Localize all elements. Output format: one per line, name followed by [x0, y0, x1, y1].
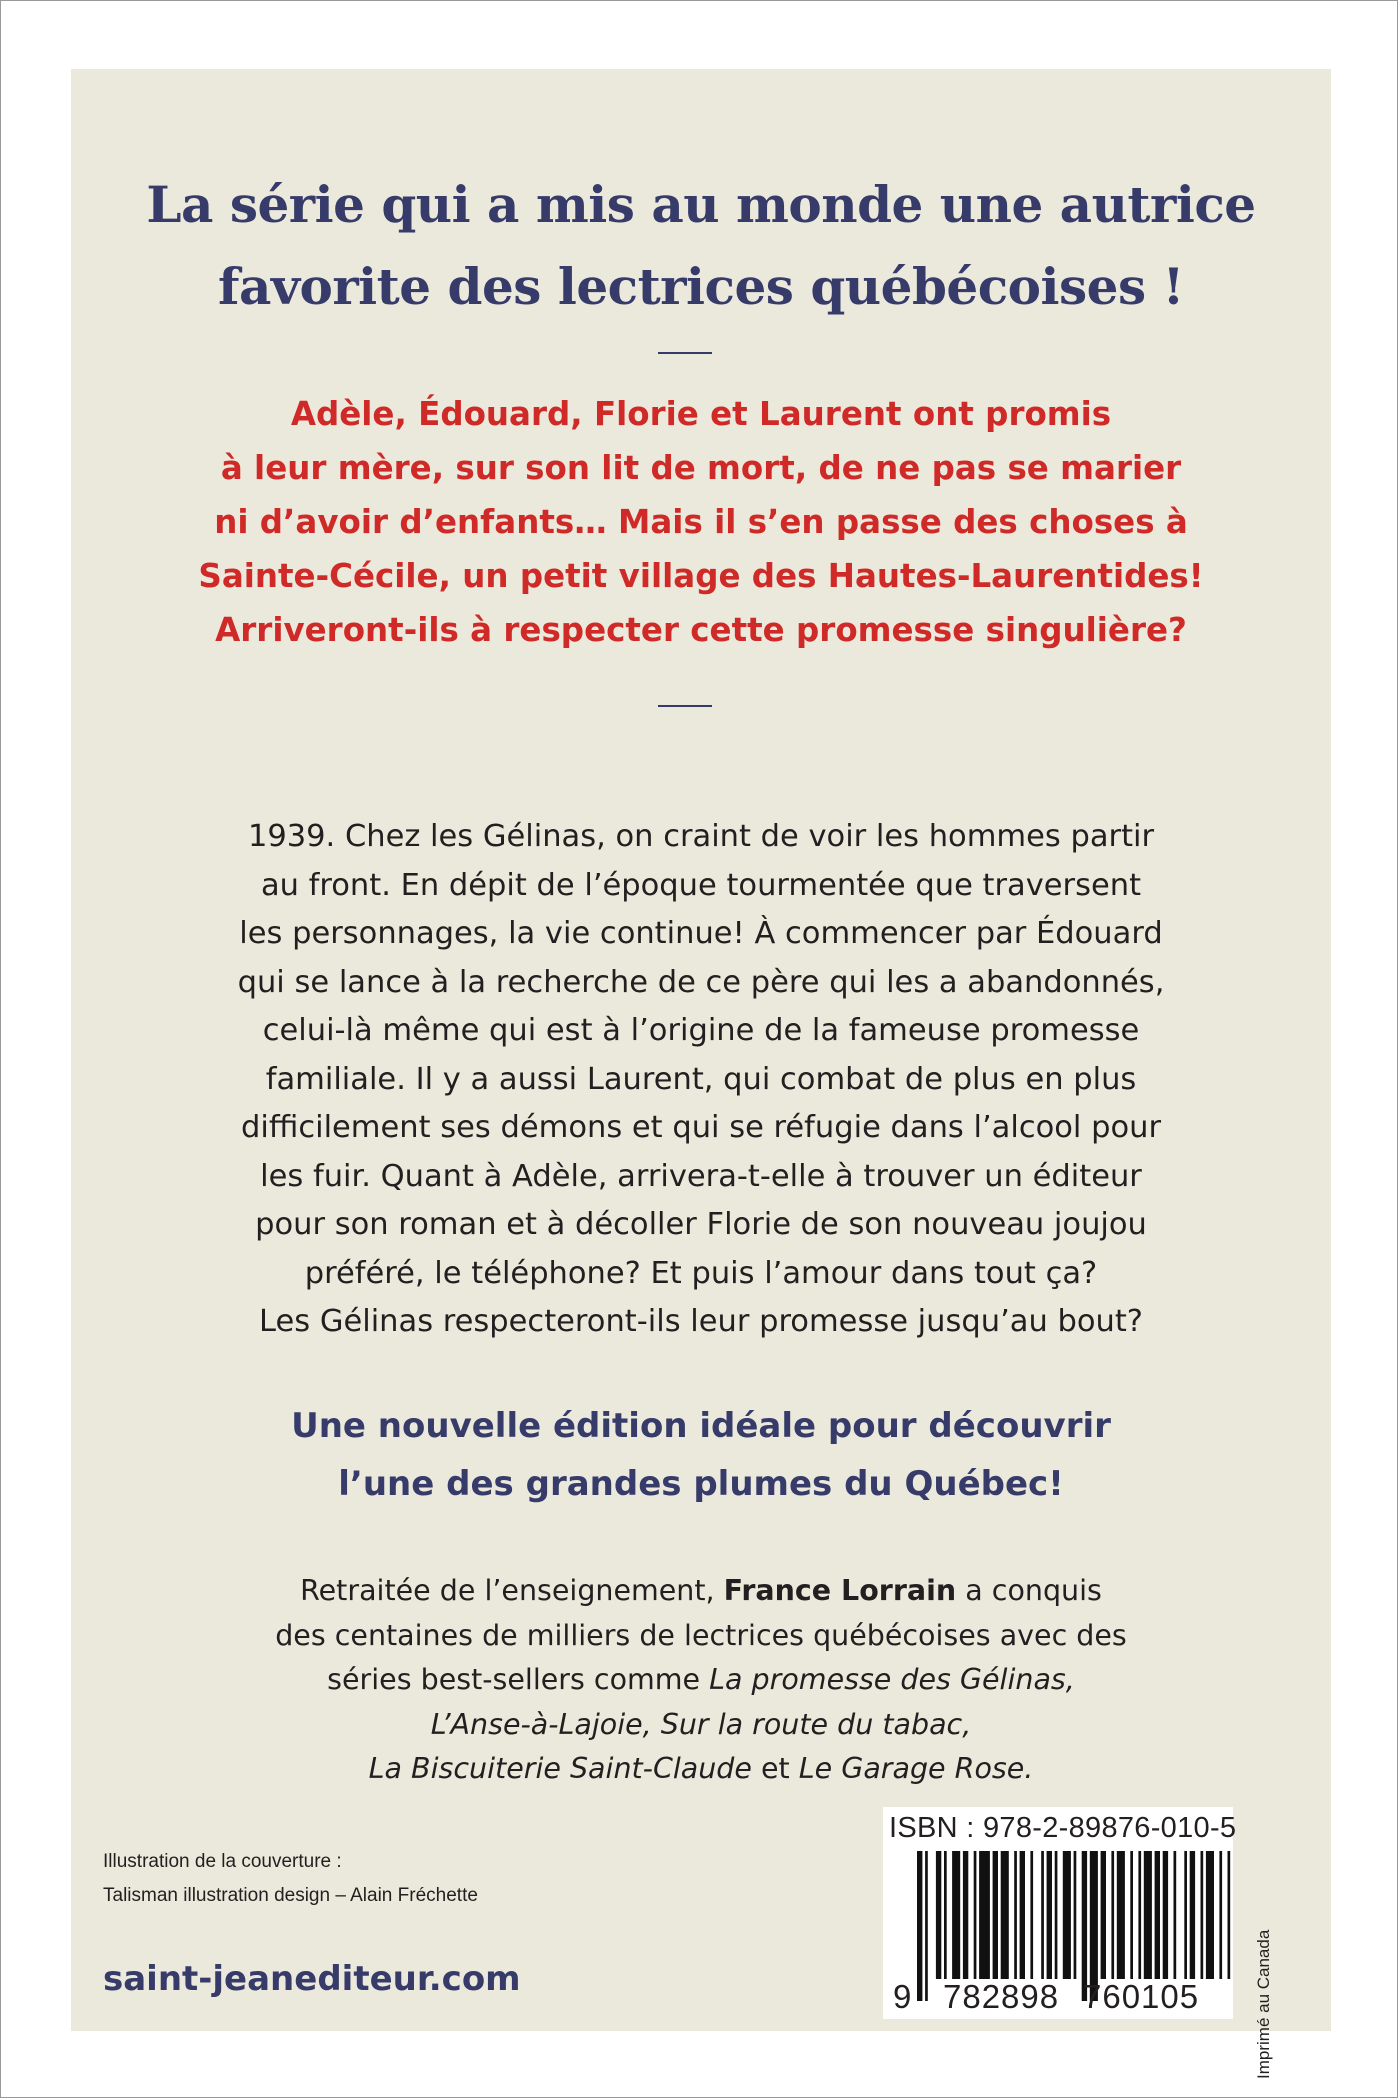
synopsis-line-7: difficilement ses démons et qui se réfugie dans l’alcool pour [241, 1110, 1161, 1145]
synopsis-paragraph [71, 813, 1331, 1347]
bio-series-intro: séries best-sellers comme [327, 1663, 710, 1696]
synopsis-line-11: Les Gélinas respecteront-ils leur promesse jusqu’au bout? [259, 1304, 1143, 1339]
cover-panel [71, 69, 1331, 2079]
synopsis-line-5: celui-là même qui est à l’origine de la fameuse promesse [262, 1013, 1140, 1048]
headline-line-1: La série qui a mis au monde une autrice [146, 175, 1256, 234]
synopsis-line-9: pour son roman et à décoller Florie de son nouveau joujou [255, 1207, 1147, 1242]
synopsis-line-4: qui se lance à la recherche de ce père qui les a abandonnés, [237, 964, 1165, 1000]
synopsis-line-2: au front. En dépit de l’époque tourmentée que traversent [260, 867, 1142, 903]
illustration-credit [103, 1845, 478, 1913]
bio-line-5 [71, 1747, 1331, 1792]
teaser-paragraph [71, 387, 1331, 657]
bio-line-1 [71, 1569, 1331, 1614]
tagline [71, 1397, 1331, 1513]
headline [71, 164, 1331, 328]
teaser-line-1: Adèle, Édouard, Florie et Laurent ont promis [290, 395, 1112, 433]
synopsis-line-3: les personnages, la vie continue! À commencer par Édouard [239, 916, 1163, 951]
synopsis-line-10: préféré, le téléphone? Et puis l’amour dans tout ça? [304, 1255, 1098, 1291]
bio-intro-end: a conquis [956, 1574, 1102, 1607]
isbn-label: ISBN : 978-2-89876-010-5 [889, 1812, 1237, 1844]
barcode-digits-right: 760105 [1083, 1978, 1200, 2015]
barcode-digits-left: 782898 [943, 1978, 1060, 2015]
series-title-1: La promesse des Gélinas, [709, 1663, 1075, 1696]
credit-name: Talisman illustration design – Alain Fréchette [103, 1885, 478, 1906]
synopsis-line-1: 1939. Chez les Gélinas, on craint de voir les hommes partir [247, 819, 1155, 854]
author-bio [71, 1569, 1331, 1792]
series-title-4: Le Garage Rose. [798, 1752, 1034, 1785]
barcode-digit-first: 9 [893, 1978, 913, 2015]
bio-line-2: des centaines de milliers de lectrices québécoises avec des [275, 1618, 1127, 1652]
teaser-line-4: Sainte-Cécile, un petit village des Hautes-Laurentides! [198, 557, 1204, 595]
teaser-line-2: à leur mère, sur son lit de mort, de ne pas se marier [220, 449, 1182, 487]
author-name: France Lorrain [723, 1574, 957, 1607]
teaser-line-3: ni d’avoir d’enfants… Mais il s’en passe des choses à [214, 503, 1188, 541]
tagline-line-2: l’une des grandes plumes du Québec! [338, 1464, 1064, 1504]
publisher-website[interactable]: saint-jeanediteur.com [103, 1959, 521, 1999]
headline-line-2: favorite des lectrices québécoises ! [218, 257, 1184, 316]
bio-intro: Retraitée de l’enseignement, [300, 1574, 724, 1607]
series-title-2: L’Anse-à-Lajoie, Sur la route du tabac, [430, 1707, 972, 1741]
tagline-line-1: Une nouvelle édition idéale pour découvrir [291, 1406, 1111, 1446]
synopsis-line-6: familiale. Il y a aussi Laurent, qui combat de plus en plus [265, 1061, 1137, 1097]
synopsis-line-8: les fuir. Quant à Adèle, arrivera-t-elle à trouver un éditeur [260, 1158, 1142, 1194]
bio-line-4 [71, 1703, 1331, 1748]
series-title-3: La Biscuiterie Saint-Claude [368, 1752, 752, 1785]
credit-label: Illustration de la couverture : [103, 1851, 342, 1872]
divider-rule-top [658, 352, 712, 354]
bio-line-3 [71, 1658, 1331, 1703]
printed-in-text: Imprimé au Canada [1254, 1929, 1273, 2079]
bio-conjunction: et [751, 1752, 799, 1785]
divider-rule-middle [658, 705, 712, 707]
teaser-line-5: Arriveront-ils à respecter cette promesse singulière? [215, 611, 1187, 649]
barcode-panel [883, 1807, 1237, 2019]
